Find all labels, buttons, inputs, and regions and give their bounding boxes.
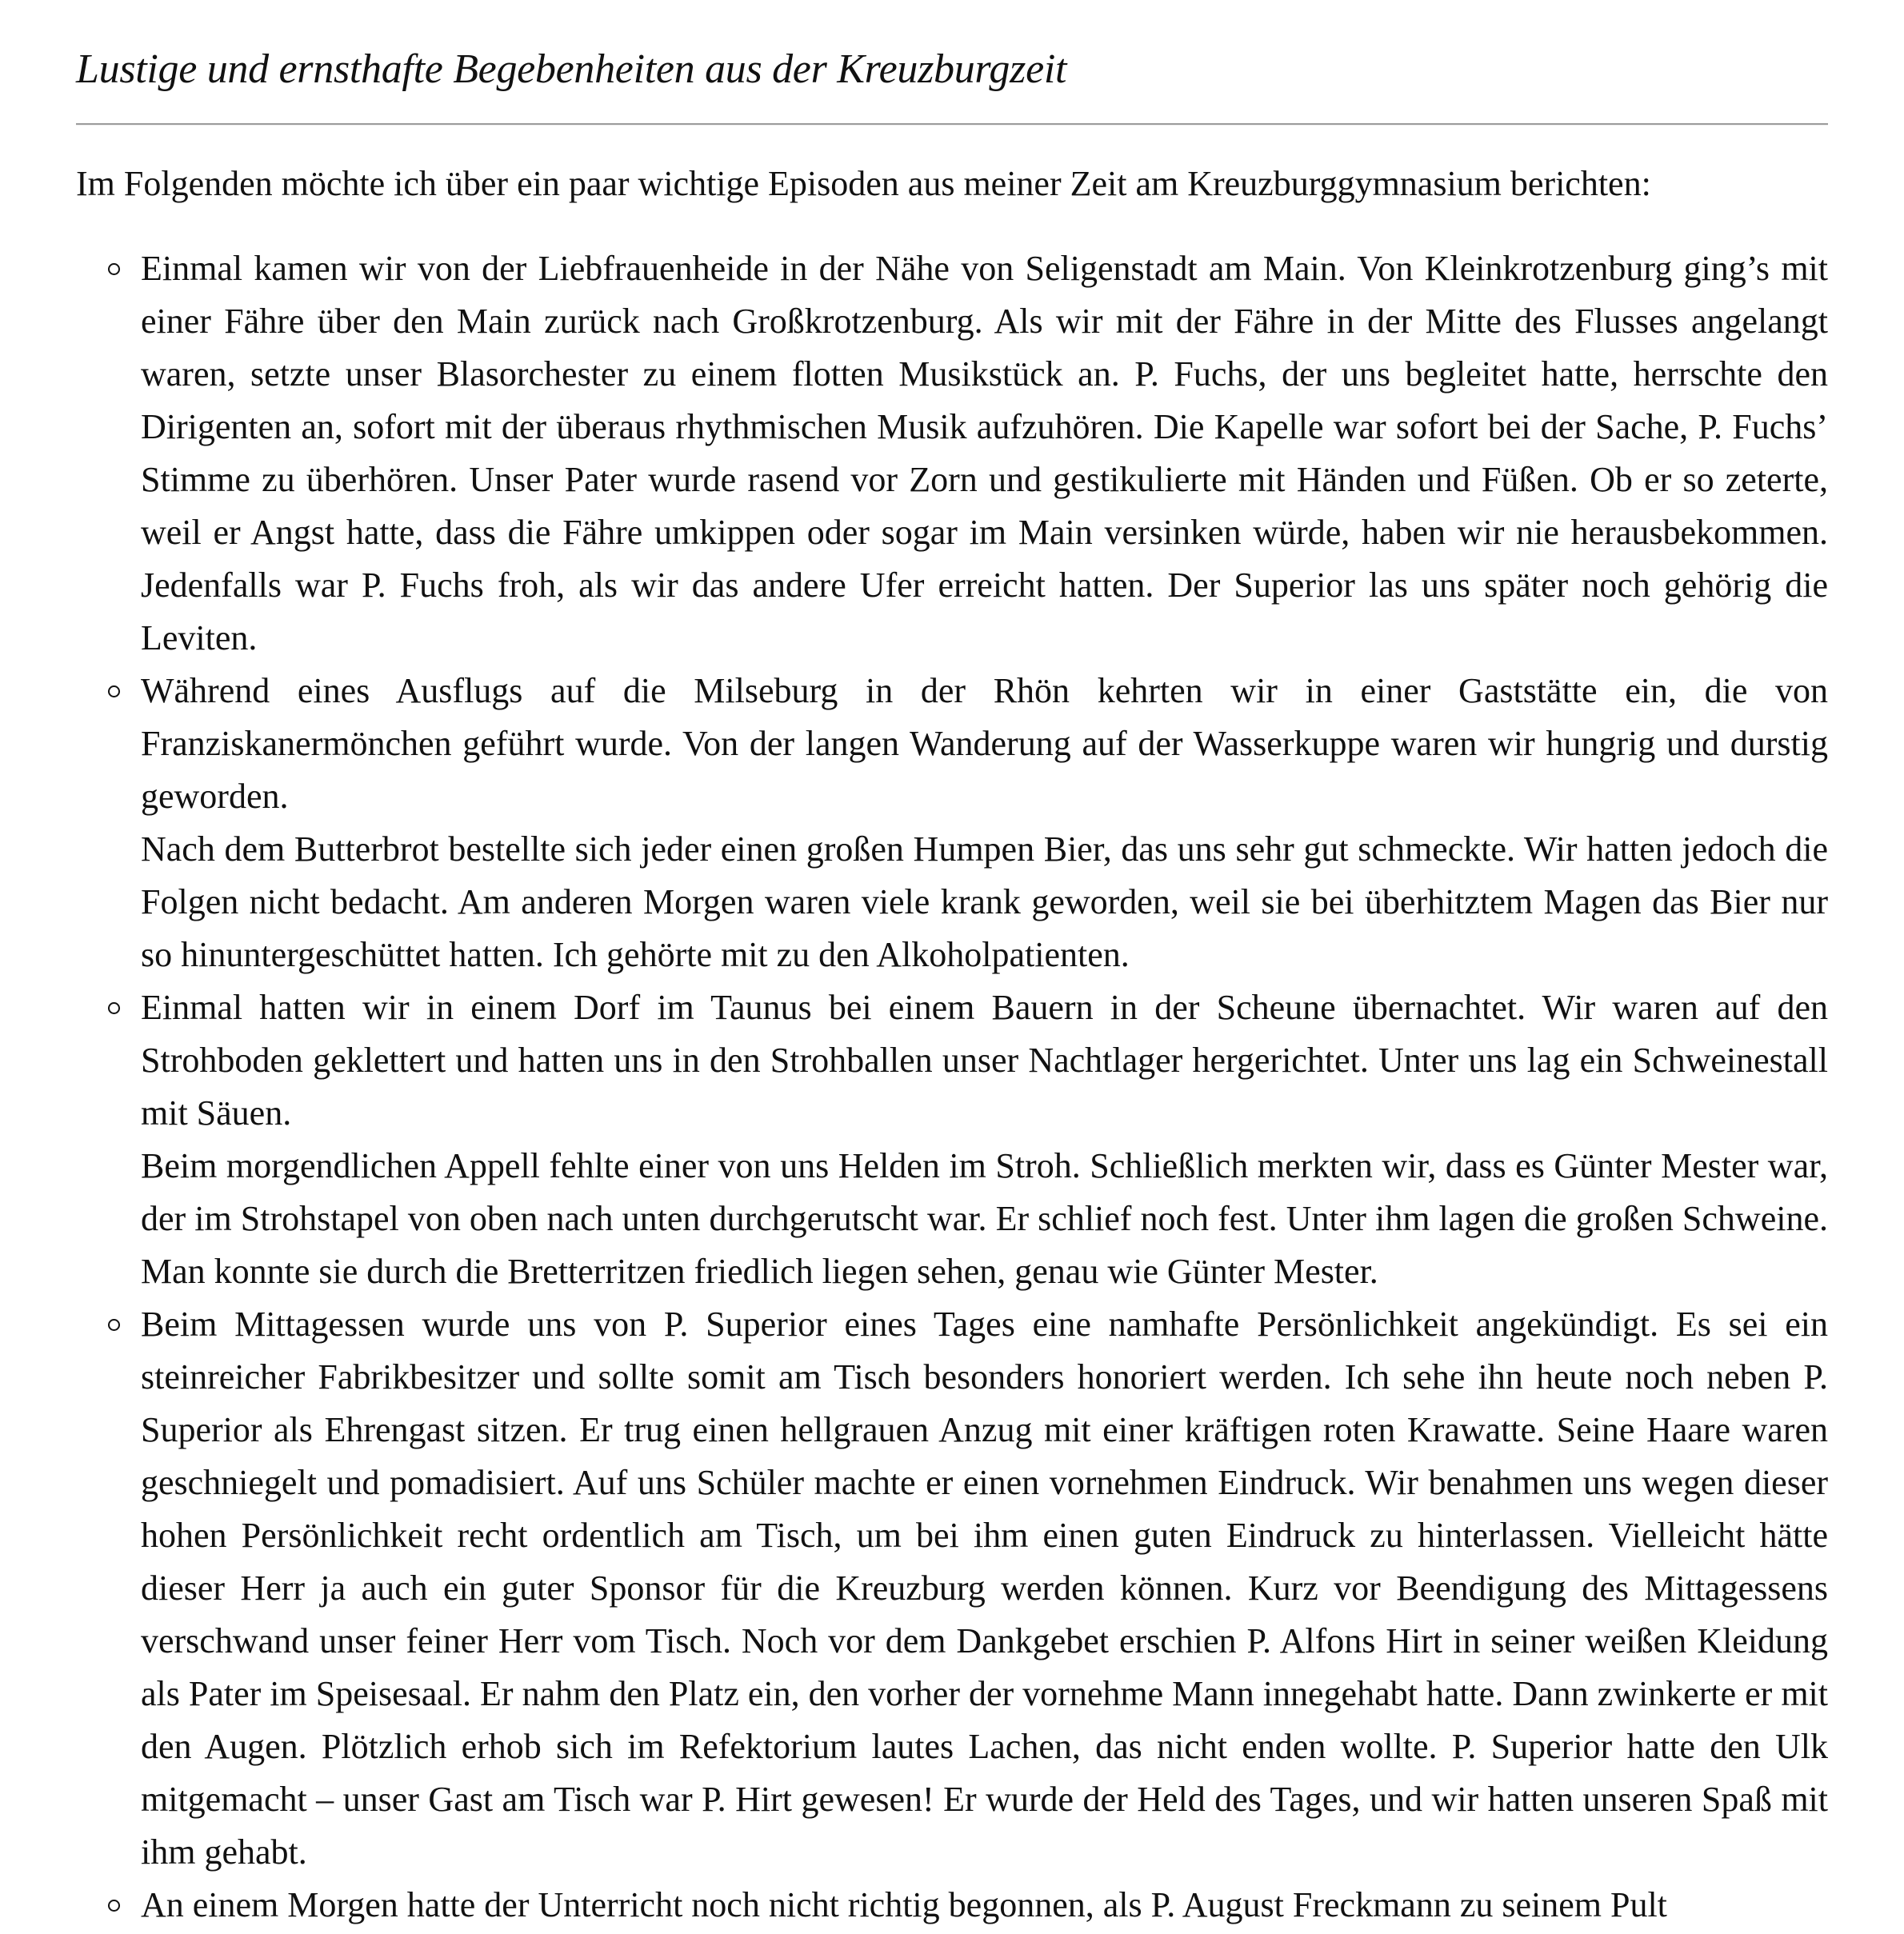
list-item (76, 1879, 1828, 1932)
item-paragraph: Beim Mittagessen wurde uns von P. Superior eines Tages eine namhafte Persönlichkeit angekündigt. Es sei ein steinreicher Fabrikbesitzer und sollte somit am Tisch besonders honoriert werden. Ich sehe ihn heute noch neben P. Superior als Ehrengast sitzen. Er trug einen hellgrauen Anzug mit einer kräftigen roten Krawatte. Seine Haare waren geschniegelt und pomadisiert. Auf uns Schüler machte er einen vornehmen Eindruck. Wir benahmen uns wegen dieser hohen Persönlichkeit recht ordentlich am Tisch, um bei ihm einen guten Eindruck zu hinterlassen. Vielleicht hätte dieser Herr ja auch ein guter Sponsor für die Kreuzburg werden können. Kurz vor Beendigung des Mittagessens verschwand unser feiner Herr vom Tisch. Noch vor dem Dankgebet erschien P. Alfons Hirt in seiner weißen Kleidung als Pater im Speisesaal. Er nahm den Platz ein, den vorher der vornehme Mann innegehabt hatte. Dann zwinkerte er mit den Augen. Plötzlich erhob sich im Refektorium lautes Lachen, das nicht enden wollte. P. Superior hatte den Ulk mitgemacht – unser Gast am Tisch war P. Hirt gewesen! Er wurde der Held des Tages, und wir hatten unseren Spaß mit ihm gehabt. (141, 1305, 1828, 1872)
document-title: Lustige und ernsthafte Begebenheiten aus der Kreuzburgzeit (76, 46, 1067, 92)
list-item (76, 242, 1828, 665)
item-paragraph: Nach dem Butterbrot bestellte sich jeder einen großen Humpen Bier, das uns sehr gut schmeckte. Wir hatten jedoch die Folgen nicht bedacht. Am anderen Morgen waren viele krank geworden, weil sie bei überhitztem Magen das Bier nur so hinuntergeschüttet hatten. Ich gehörte mit zu den Alkoholpatienten. (141, 829, 1828, 974)
item-paragraph: Einmal hatten wir in einem Dorf im Taunus bei einem Bauern in der Scheune übernachtet. Wir waren auf den Strohboden geklettert und hatten uns in den Strohballen unser Nachtlager hergerichtet. Unter uns lag ein Schweinestall mit Säuen. (141, 988, 1828, 1133)
episode-list (76, 242, 1828, 1932)
item-paragraph: Während eines Ausflugs auf die Milseburg in der Rhön kehrten wir in einer Gaststätte ein, die von Franziskanermönchen geführt wurde. Von der langen Wanderung auf der Wasserkuppe waren wir hungrig und durstig geworden. (141, 671, 1828, 816)
list-item (76, 981, 1828, 1298)
hollow-circle-bullet-icon (108, 1319, 120, 1331)
item-paragraph: An einem Morgen hatte der Unterricht noch nicht richtig begonnen, als P. August Freckmann zu seinem Pult (141, 1885, 1667, 1924)
list-item (76, 1298, 1828, 1879)
hollow-circle-bullet-icon (108, 685, 120, 697)
title-divider (76, 123, 1828, 125)
hollow-circle-bullet-icon (108, 1002, 120, 1014)
hollow-circle-bullet-icon (108, 1900, 120, 1912)
item-paragraph: Beim morgendlichen Appell fehlte einer von uns Helden im Stroh. Schließlich merkten wir, dass es Günter Mester war, der im Strohstapel von oben nach unten durchgerutscht war. Er schlief noch fest. Unter ihm lagen die großen Schweine. Man konnte sie durch die Bretterritzen friedlich liegen sehen, genau wie Günter Mester. (141, 1146, 1828, 1291)
list-item (76, 665, 1828, 981)
intro-paragraph: Im Folgenden möchte ich über ein paar wichtige Episoden aus meiner Zeit am Kreuzburggymnasium berichten: (76, 164, 1651, 203)
hollow-circle-bullet-icon (108, 263, 120, 275)
item-paragraph: Einmal kamen wir von der Liebfrauenheide in der Nähe von Seligenstadt am Main. Von Kleinkrotzenburg ging’s mit einer Fähre über den Main zurück nach Großkrotzenburg. Als wir mit der Fähre in der Mitte des Flusses angelangt waren, setzte unser Blasorchester zu einem flotten Musikstück an. P. Fuchs, der uns begleitet hatte, herrschte den Dirigenten an, sofort mit der überaus rhythmischen Musik aufzuhören. Die Kapelle war sofort bei der Sache, P. Fuchs’ Stimme zu überhören. Unser Pater wurde rasend vor Zorn und gestikulierte mit Händen und Füßen. Ob er so zeterte, weil er Angst hatte, dass die Fähre umkippen oder sogar im Main versinken würde, haben wir nie herausbekommen. Jedenfalls war P. Fuchs froh, als wir das andere Ufer erreicht hatten. Der Superior las uns später noch gehörig die Leviten. (141, 249, 1828, 657)
